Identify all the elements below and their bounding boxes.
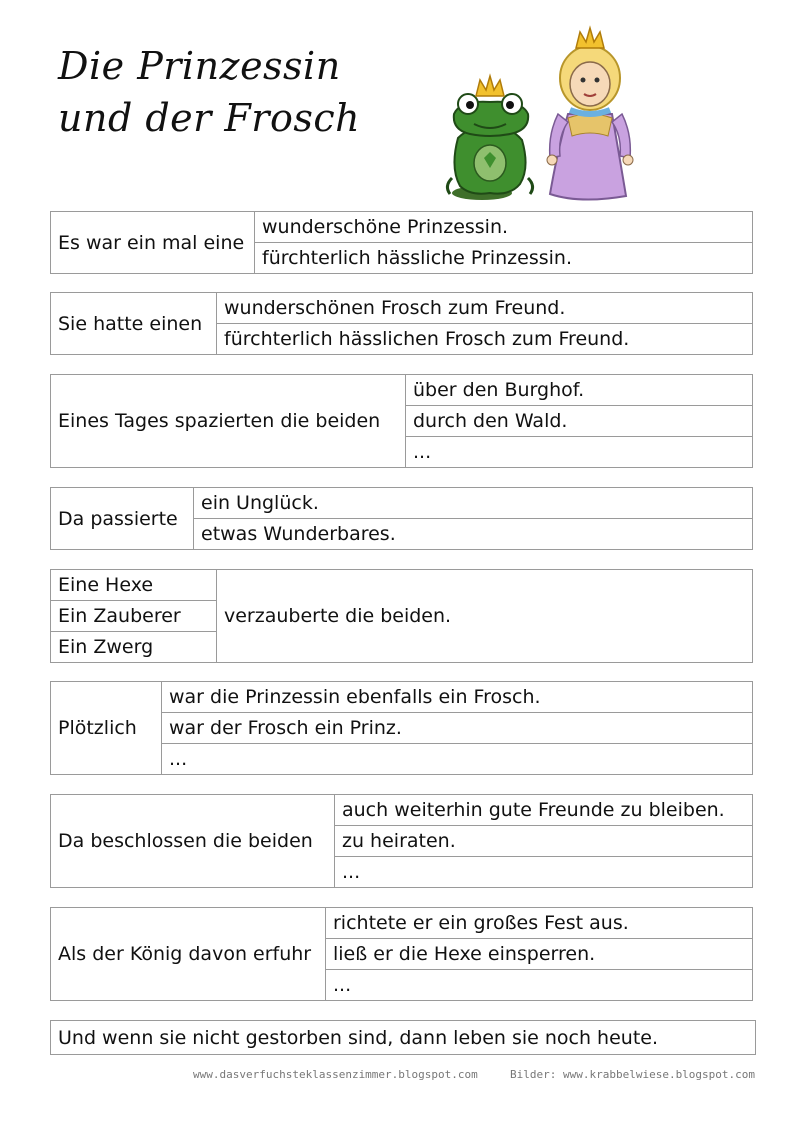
sentence-block-5 xyxy=(50,569,753,663)
sentence-block-8 xyxy=(50,907,753,1001)
option-cell[interactable]: wunderschöne Prinzessin. xyxy=(255,212,753,243)
option-cell[interactable]: über den Burghof. xyxy=(406,375,753,406)
option-cell[interactable]: durch den Wald. xyxy=(406,406,753,437)
sentence-block-3 xyxy=(50,374,753,468)
ending-block xyxy=(50,1020,756,1055)
option-cell[interactable]: war die Prinzessin ebenfalls ein Frosch. xyxy=(162,682,753,713)
frog-and-princess-illustration xyxy=(440,18,640,210)
sentence-block-4 xyxy=(50,487,753,550)
block-label: Eines Tages spazierten die beiden xyxy=(51,375,406,468)
option-cell[interactable]: zu heiraten. xyxy=(335,826,753,857)
option-cell[interactable]: etwas Wunderbares. xyxy=(194,519,753,550)
block-label: Da passierte xyxy=(51,488,194,550)
block-label: Es war ein mal eine xyxy=(51,212,255,274)
subject-cell[interactable]: Eine Hexe xyxy=(51,570,217,601)
option-cell[interactable]: ... xyxy=(335,857,753,888)
block-predicate: verzauberte die beiden. xyxy=(217,570,753,663)
footer-images-credit: Bilder: www.krabbelwiese.blogspot.com xyxy=(510,1068,756,1081)
block-label: Plötzlich xyxy=(51,682,162,775)
option-cell[interactable]: ließ er die Hexe einsperren. xyxy=(326,939,753,970)
subject-cell[interactable]: Ein Zauberer xyxy=(51,601,217,632)
sentence-block-7 xyxy=(50,794,753,888)
option-cell[interactable]: ein Unglück. xyxy=(194,488,753,519)
option-cell[interactable]: ... xyxy=(162,744,753,775)
sentence-block-1 xyxy=(50,211,753,274)
title-line-1: Die Prinzessin xyxy=(58,44,341,88)
option-cell[interactable]: fürchterlich hässliche Prinzessin. xyxy=(255,243,753,274)
option-cell[interactable]: ... xyxy=(326,970,753,1001)
page-title xyxy=(58,40,360,144)
footer-source: www.dasverfuchsteklassenzimmer.blogspot.com xyxy=(193,1068,478,1081)
sentence-block-2 xyxy=(50,292,753,355)
option-cell[interactable]: war der Frosch ein Prinz. xyxy=(162,713,753,744)
subject-cell[interactable]: Ein Zwerg xyxy=(51,632,217,663)
option-cell[interactable]: wunderschönen Frosch zum Freund. xyxy=(217,293,753,324)
option-cell[interactable]: richtete er ein großes Fest aus. xyxy=(326,908,753,939)
princess-icon xyxy=(547,28,633,200)
option-cell[interactable]: auch weiterhin gute Freunde zu bleiben. xyxy=(335,795,753,826)
sentence-block-6 xyxy=(50,681,753,775)
block-label: Sie hatte einen xyxy=(51,293,217,355)
title-line-2: und der Frosch xyxy=(58,96,361,140)
option-cell[interactable]: ... xyxy=(406,437,753,468)
ending-sentence: Und wenn sie nicht gestorben sind, dann leben sie noch heute. xyxy=(51,1021,756,1055)
frog-icon xyxy=(447,76,532,200)
block-label: Als der König davon erfuhr xyxy=(51,908,326,1001)
option-cell[interactable]: fürchterlich hässlichen Frosch zum Freund. xyxy=(217,324,753,355)
block-label: Da beschlossen die beiden xyxy=(51,795,335,888)
